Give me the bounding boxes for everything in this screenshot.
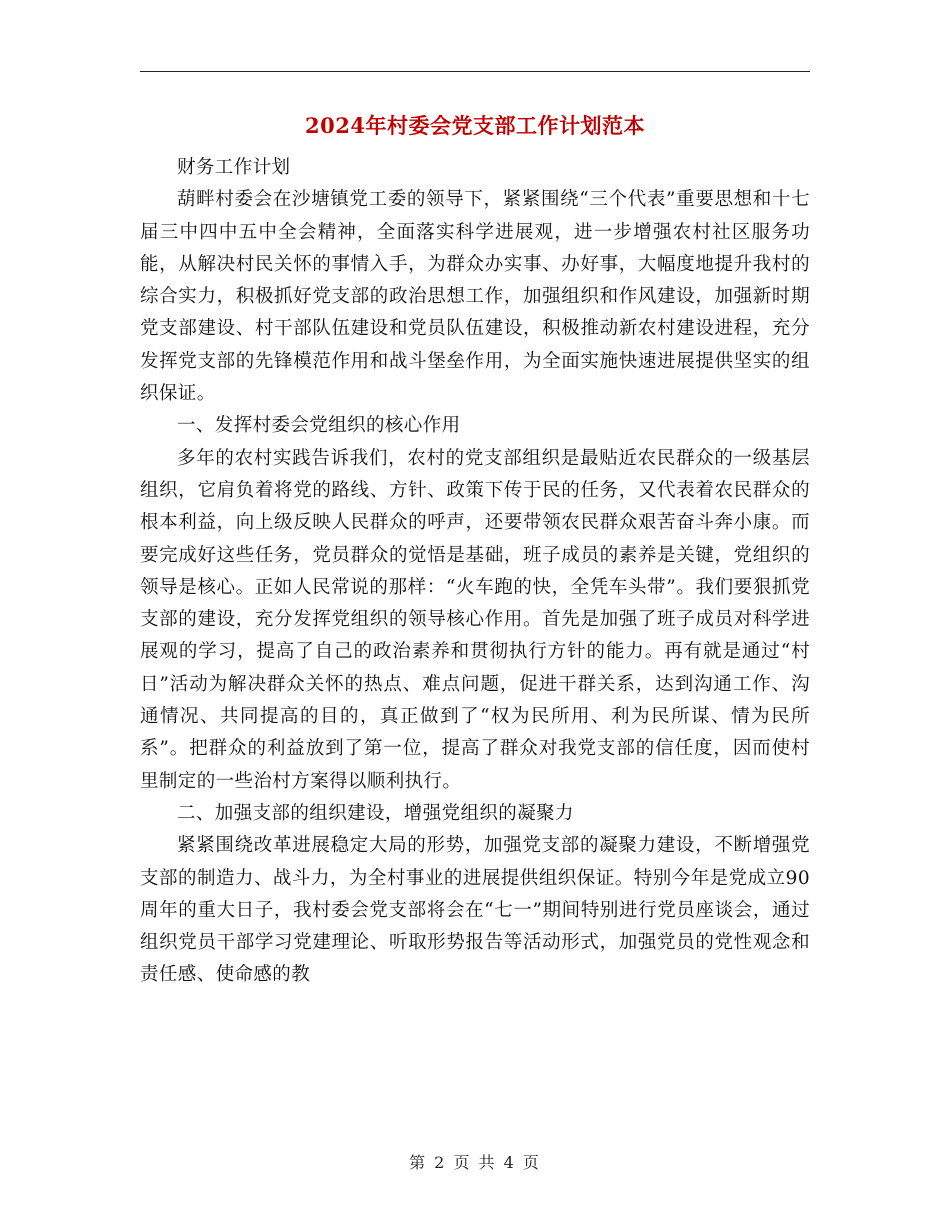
page-number-footer: 第 2 页 共 4 页 [409, 1153, 541, 1172]
section-heading-1: 一、发挥村委会党组织的核心作用 [177, 415, 461, 437]
section-heading-2: 二、加强支部的组织建设，增强党组织的凝聚力 [177, 802, 574, 824]
intro-paragraph: 葫畔村委会在沙塘镇党工委的领导下，紧紧围绕“三个代表”重要思想和十七届三中四中五中全会精神，全面落实科学进展观，进一步增强农村社区服务功能，从解决村民关怀的事情入手，为群众办实事、办好事，大幅度地提升我村的综合实力，积极抓好党支部的政治思想工作，加强组织和作风建设，加强新时期党支部建设、村干部队伍建设和党员队伍建设，积极推动新农村建设进程，充分发挥党支部的先锋模范作用和战斗堡垒作用，为全面实施快速进展提供坚实的组织保证。 [140, 189, 810, 405]
document-body [140, 152, 810, 992]
section-2-paragraph: 紧紧围绕改革进展稳定大局的形势，加强党支部的凝聚力建设，不断增强党支部的制造力、战斗力，为全村事业的进展提供组织保证。特别今年是党成立90周年的重大日子，我村委会党支部将会在“七一”期间特别进行党员座谈会，通过组织党员干部学习党建理论、听取形势报告等活动形式，加强党员的党性观念和责任感、使命感的教 [140, 835, 810, 986]
section-label-finance-plan: 财务工作计划 [177, 157, 291, 178]
document-title: 2024年村委会党支部工作计划范本 [305, 113, 645, 138]
header-rule [140, 71, 810, 72]
section-1-paragraph: 多年的农村实践告诉我们，农村的党支部组织是最贴近农民群众的一级基层组织，它肩负着将党的路线、方针、政策下传于民的任务，又代表着农民群众的根本利益，向上级反映人民群众的呼声，还要带领农民群众艰苦奋斗奔小康。而要完成好这些任务，党员群众的觉悟是基础，班子成员的素养是关键，党组织的领导是核心。正如人民常说的那样：“火车跑的快，全凭车头带”。我们要狠抓党支部的建设，充分发挥党组织的领导核心作用。首先是加强了班子成员对科学进展观的学习，提高了自己的政治素养和贯彻执行方针的能力。再有就是通过“村日”活动为解决群众关怀的热点、难点问题，促进干群关系，达到沟通工作、沟通情况、共同提高的目的，真正做到了“权为民所用、利为民所谋、情为民所系”。把群众的利益放到了第一位，提高了群众对我党支部的信任度，因而使村里制定的一些治村方案得以顺利执行。 [140, 447, 810, 792]
